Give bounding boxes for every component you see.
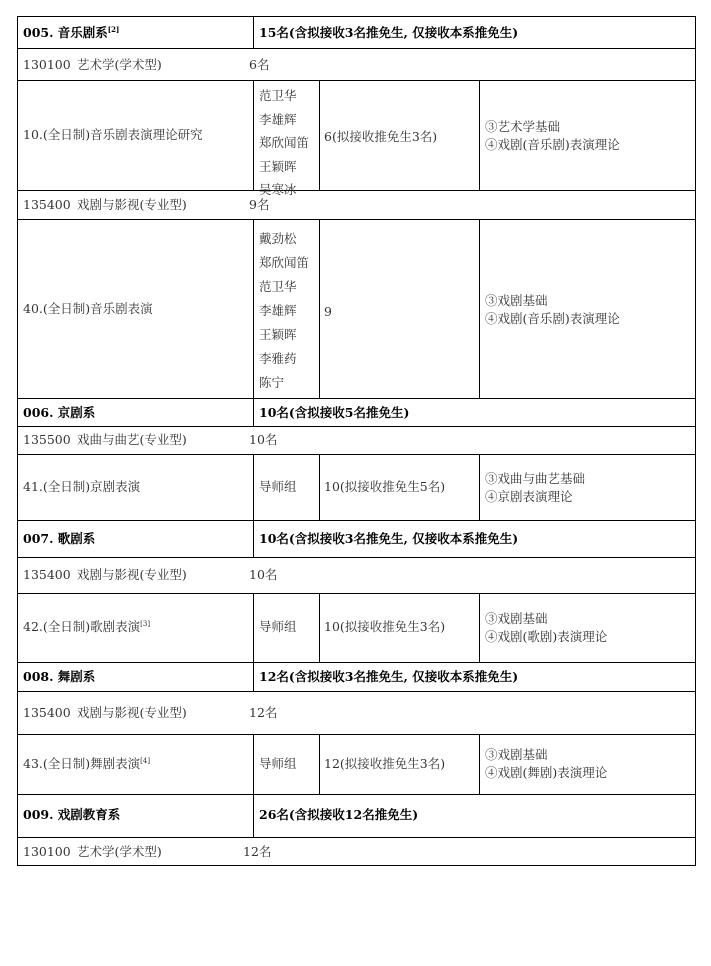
tutor-name: 王颖晖 [259,327,297,342]
tutor-name: 范卫华 [259,88,297,103]
col-divider [319,219,320,398]
major-code: 135400 [23,567,71,582]
dept-quota: 10名(含拟接收5名推免生) [259,405,410,420]
enroll-count: 9 [324,304,332,319]
major-code: 135400 [23,197,71,212]
major-count: 6名 [249,57,270,72]
major-count: 12名 [243,844,272,859]
tutor-list [259,227,309,395]
exam-subject: ③艺术学基础 [485,119,561,134]
row-divider [17,48,696,49]
col-divider [479,219,480,398]
exam-subject: ③戏曲与曲艺基础 [485,471,586,486]
exam-subjects [485,746,607,782]
enroll-count: 10(拟接收推免生3名) [324,619,446,634]
direction-name: 43.(全日制)舞剧表演[4] [23,756,151,771]
major-name: 戏剧与影视(专业型) [77,705,187,720]
row-divider [17,520,696,521]
col-divider [479,80,480,190]
row-divider [17,454,696,455]
col-divider [479,454,480,520]
dept-name: 006. 京剧系 [23,405,96,420]
dept-name: 008. 舞剧系 [23,669,96,684]
tutor-name: 陈宁 [259,375,285,390]
dept-name: 009. 戏剧教育系 [23,807,121,822]
direction-name: 40.(全日制)音乐剧表演 [23,301,153,316]
tutor-list [259,84,309,202]
exam-subject: ④戏剧(音乐剧)表演理论 [485,137,620,152]
row-divider [17,691,696,692]
exam-subject: ③戏剧基础 [485,747,548,762]
tutor-name: 李雅药 [259,351,297,366]
major-name: 艺术学(学术型) [77,57,162,72]
col-divider [253,16,254,48]
enroll-count: 6(拟接收推免生3名) [324,129,438,144]
tutor-name: 导师组 [259,756,297,771]
col-divider [479,734,480,794]
major-name: 戏剧与影视(专业型) [77,197,187,212]
col-divider [253,520,254,557]
col-divider [253,454,254,520]
row-divider [17,837,696,838]
exam-subject: ④戏剧(音乐剧)表演理论 [485,311,620,326]
tutor-name: 李雄辉 [259,303,297,318]
col-divider [253,398,254,426]
tutor-name: 导师组 [259,479,297,494]
col-divider [253,593,254,662]
row-divider [17,80,696,81]
major-name: 戏剧与影视(专业型) [77,567,187,582]
exam-subject: ④戏剧(歌剧)表演理论 [485,629,608,644]
dept-quota: 12名(含拟接收3名推免生, 仅接收本系推免生) [259,669,519,684]
major-name: 艺术学(学术型) [77,844,162,859]
tutor-name: 戴劲松 [259,231,297,246]
major-code: 130100 [23,844,71,859]
row-divider [17,557,696,558]
tutor-name: 郑欣闻笛 [259,255,310,270]
row-divider [17,734,696,735]
exam-subjects [485,470,585,506]
tutor-name: 李雄辉 [259,111,297,127]
major-count: 10名 [249,567,278,582]
col-divider [479,593,480,662]
major-name: 戏曲与曲艺(专业型) [77,432,187,447]
col-divider [319,734,320,794]
major-code: 135400 [23,705,71,720]
direction-name: 10.(全日制)音乐剧表演理论研究 [23,127,203,142]
major-count: 9名 [249,197,270,212]
col-divider [253,734,254,794]
col-divider [319,80,320,190]
enroll-count: 12(拟接收推免生3名) [324,756,446,771]
col-divider [319,593,320,662]
dept-name: 007. 歌剧系 [23,531,96,546]
row-divider [17,593,696,594]
exam-subject: ③戏剧基础 [485,611,548,626]
tutor-name: 导师组 [259,619,297,634]
tutor-name: 郑欣闻笛 [259,135,310,150]
exam-subject: ④京剧表演理论 [485,489,573,504]
major-code: 135500 [23,432,71,447]
major-code: 130100 [23,57,71,72]
exam-subject: ④戏剧(舞剧)表演理论 [485,765,608,780]
row-divider [17,426,696,427]
exam-subjects [485,292,620,328]
col-divider [253,80,254,190]
col-divider [253,219,254,398]
dept-quota: 26名(含拟接收12名推免生) [259,807,419,822]
row-divider [17,398,696,399]
dept-quota: 15名(含拟接收3名推免生, 仅接收本系推免生) [259,25,519,40]
tutor-name: 范卫华 [259,279,297,294]
row-divider [17,794,696,795]
major-count: 12名 [249,705,278,720]
row-divider [17,219,696,220]
col-divider [253,794,254,837]
row-divider [17,662,696,663]
col-divider [253,662,254,691]
tutor-name: 王颖晖 [259,158,297,174]
tutor-name: 吴寒冰 [259,182,297,197]
enroll-count: 10(拟接收推免生5名) [324,479,446,494]
exam-subjects [485,118,620,154]
direction-name: 41.(全日制)京剧表演 [23,479,141,494]
exam-subjects [485,610,607,646]
major-count: 10名 [249,432,278,447]
direction-name: 42.(全日制)歌剧表演[3] [23,619,151,634]
row-divider [17,190,696,191]
dept-name: 005. 音乐剧系[2] [23,24,120,40]
dept-quota: 10名(含拟接收3名推免生, 仅接收本系推免生) [259,531,519,546]
exam-subject: ③戏剧基础 [485,293,548,308]
col-divider [319,454,320,520]
